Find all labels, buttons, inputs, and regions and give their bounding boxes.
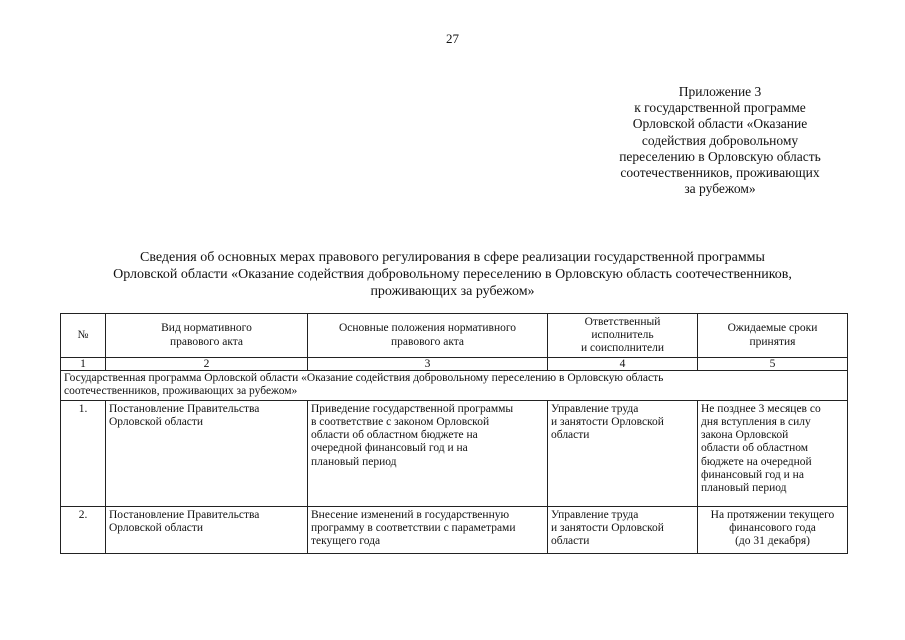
act-type-cell: Постановление Правительства Орловской области [106,506,308,553]
header-number: № [61,314,106,358]
provisions-cell: Приведение государственной программы в соответствие с законом Орловской области об областном бюджете на очередной финансовый год и на плановый период [308,400,548,506]
row-number: 2. [61,506,106,553]
appendix-line: Приложение 3 [678,84,762,99]
row-number: 1. [61,400,106,506]
document-title [60,249,845,300]
section-row [61,371,848,401]
header-provisions: Основные положения нормативного правового акта [308,314,548,358]
deadline-cell: На протяжении текущего финансового года (до 31 декабря) [698,506,848,553]
page-number: 27 [446,31,459,46]
table-row [61,400,848,506]
title-line: Орловской области «Оказание содействия добровольному переселению в Орловскую область соотечественников, [113,267,792,282]
title-line: проживающих за рубежом» [370,284,535,299]
column-number: 1 [61,358,106,371]
appendix-block [600,84,840,197]
column-number: 5 [698,358,848,371]
table-row [61,506,848,553]
table-header-row [61,314,848,358]
executor-cell: Управление труда и занятости Орловской области [548,506,698,553]
column-number: 2 [106,358,308,371]
appendix-line: за рубежом» [684,181,756,197]
provisions-cell: Внесение изменений в государственную программу в соответствии с параметрами текущего года [308,506,548,553]
regulation-table [60,313,848,554]
section-title: Государственная программа Орловской области «Оказание содействия добровольному переселению в Орловскую область соотечественников, проживающих за рубежом» [61,371,848,401]
appendix-line: Орловской области «Оказание [632,116,808,132]
column-number: 4 [548,358,698,371]
appendix-line: переселению в Орловскую область [619,148,821,164]
column-number: 3 [308,358,548,371]
title-line: Сведения об основных мерах правового регулирования в сфере реализации государственной программы [140,250,765,265]
appendix-line: содействия добровольному [641,132,799,148]
appendix-line: к государственной программе [634,100,806,116]
header-act-type: Вид нормативного правового акта [106,314,308,358]
header-deadline: Ожидаемые сроки принятия [698,314,848,358]
deadline-cell: Не позднее 3 месяцев со дня вступления в силу закона Орловской области об областном бюджете на очередной финансовый год и на плановый период [698,400,848,506]
executor-cell: Управление труда и занятости Орловской области [548,400,698,506]
header-executor: Ответственный исполнитель и соисполнители [548,314,698,358]
appendix-line: соотечественников, проживающих [620,165,820,181]
column-number-row [61,358,848,371]
act-type-cell: Постановление Правительства Орловской области [106,400,308,506]
